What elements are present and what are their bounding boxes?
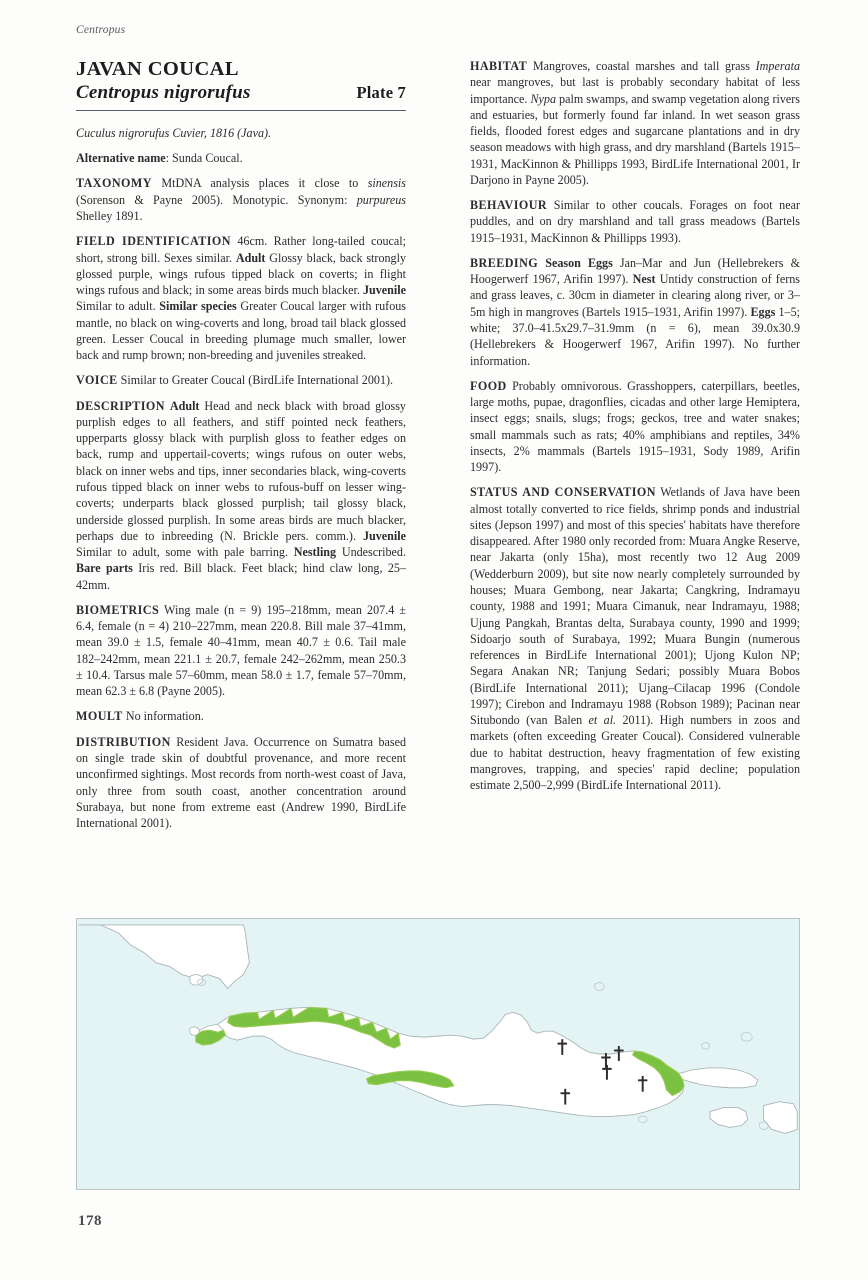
plate-reference: Plate 7 [356,82,406,102]
section-heading: BREEDING [470,255,539,270]
section-moult [76,708,406,724]
section-heading: DESCRIPTION [76,398,165,413]
distribution-map [76,918,800,1190]
scientific-name: Centropus nigrorufus [76,81,251,103]
section-body: No information. [122,709,204,724]
section-heading: TAXONOMY [76,176,152,191]
section-body: Adult Head and neck black with broad glossy purplish edges to all feathers, and stiff pointed neck feathers, upperparts glossy black with purplish gloss to feather edges on back, rump and uppertail-coverts; wings rufous on outer webs, black on inner webs and tips, inner secondaries black, wing-coverts rufous tipped black on inner webs to rufous-buff on lesser wing-coverts; underparts black glossed purplish; tail glossy black, underside glossed purplish. In some areas birds are much blacker, perhaps due to inbreeding (N. Brickle pers. comm.). Juvenile Similar to adult, some with pale barring. Nestling Undescribed. Bare parts Iris red. Bill black. Feet black; hind claw long, 25–42mm. [76,398,407,592]
section-body: : Sunda Coucal. [165,151,243,166]
section-body: Wing male (n = 9) 195–218mm, mean 207.4 ± 6.4, female (n = 4) 210–227mm, mean 220.8. Bill male 37–41mm, mean 39.0 ± 1.5, female 40–41mm, mean 40.7 ± 0.6. Tail male 182–242mm, mean 221.1 ± 20.7, female 242–262mm, mean 250.3 ± 10.4. Tarsus male 57–60mm, mean 58.0 ± 1.7, female 57–70mm, mean 62.3 ± 6.8 (Payne 2005). [76,602,406,699]
section-taxonomy [76,175,406,224]
section-heading: MOULT [76,709,123,724]
running-head: Centropus [76,24,126,36]
section-body: Mangroves, coastal marshes and tall grass Imperata near mangroves, but last is probably secondary habitat of less importance. Nypa palm swamps, and swamp vegetation along rivers and estuaries, but formerly found far inland. In wet season grass fields, flooded forest edges and sugarcane plantations and in dry season meadows with high grass, and dry marshland (Bartels 1915–1931, MacKinnon & Phillipps 1993, BirdLife International 2001, Ir Darjono in Payne 2005). [470,59,800,187]
scientific-name-row [76,82,406,104]
section-heading: VOICE [76,373,118,388]
section-biometrics [76,602,406,700]
section-heading: Alternative name [76,151,166,166]
section-description [76,398,406,593]
section-heading: STATUS AND CONSERVATION [470,485,656,500]
section-body: MtDNA analysis places it close to sinensis (Sorenson & Payne 2005). Monotypic. Synonym: purpureus Shelley 1891. [76,176,406,224]
section-alternative-name [76,150,406,166]
section-heading: FOOD [470,378,507,393]
title-divider [76,110,406,111]
section-heading: DISTRIBUTION [76,734,171,749]
section-voice [76,372,406,388]
section-body: Similar to other coucals. Forages on foot near puddles, and on dry marshland and tall grass meadows (Bartels 1915–1931, MacKinnon & Phillipps 1993). [470,198,800,245]
section-distribution [76,734,406,832]
page-title: JAVAN COUCAL [76,58,239,80]
two-column-body [76,58,800,908]
distribution-map-graphic [77,919,799,1189]
section-body: Wetlands of Java have been almost totally converted to rice fields, shrimp ponds and industrial sites (Jepson 1997) and most of this species' habitats have therefore disappeared. After 1980 only recorded from: Muara Angke Reserve, near Jakarta (only 15ha), most recently two 12 Aug 2009 (Wedderburn 2009), but site now nearly completely surrounded by houses; Muara Gembong, near Jakarta; Cangkring, Indramayu county, 1988 and 1991; Muara Cimanuk, near Indramayu, 1988; Ujung Pangkah, Brantas delta, Surabaya county, 1990 and 1999; Sidoarjo south of Surabaya, 1992; Muara Bungin (numerous references in BirdLife International 2001); Ujong Kulon NP; Segara Anakan NR; Tanjung Sedari; possibly Muara Bobos (BirdLife International 2011); Ujang–Cilacap 1996 (Condole 1997); Cirebon and Indramayu 1988 (Robson 1989); Pacinan near Situbondo (van Balen et al. 2011). High numbers in zoos and markets (often exceeding Greater Coucal). Considered vulnerable due to habitat destruction, heavy fragmentation of few existing mangroves, trapping, and species' rapid decline; population estimate 2,500–2,999 (BirdLife International 2011). [470,485,800,793]
section-heading: FIELD IDENTIFICATION [76,234,231,249]
section-heading: BEHAVIOUR [470,198,548,213]
section-body: Probably omnivorous. Grasshoppers, caterpillars, beetles, large moths, pupae, dragonflies, cicadas and other large Hemiptera, insect eggs; snails, slugs; frogs; geckos, tree and water snakes; small mammals such as rats; 40% amphibians and reptiles, 34% insects, 2% mammals (Bartels 1915–1931, Sody 1989, Arifin 1997). [470,378,800,475]
original-citation: Cuculus nigrorufus Cuvier, 1816 (Java). [76,125,272,140]
species-title-block [76,58,406,111]
section-body: Season Eggs Jan–Mar and Jun (Hellebrekers & Hoogerwerf 1967, Arifin 1997). Nest Untidy construction of ferns and grass leaves, c. 30cm in diameter in clearing along river, or 3–5m high in mangroves (Bartels 1915–1931, Arifin 1997). Eggs 1–5; white; 37.0–41.5x29.7–31.9mm (n = 6), mean 39.0x30.9 (Hellebrekers & Hoogerwerf 1967, Arifin 1997). No further information. [470,255,801,368]
section-field-identification [76,233,406,363]
section-body: Similar to Greater Coucal (BirdLife International 2001). [117,373,394,388]
section-body: Resident Java. Occurrence on Sumatra based on single trade skin of doubtful provenance, and more recent unconfirmed sightings. Most records from north-west coast of Java, only three from south coast, another concentration around Surabaya, but none from extreme east (Andrew 1990, BirdLife International 2001). [76,734,406,831]
left-column [76,58,406,831]
section-body: 46cm. Rather long-tailed coucal; short, strong bill. Sexes similar. Adult Glossy black, back strongly glossed purple, wings rufous tipped black on coverts; in flight wings rufous and black; in some areas birds much blacker. Juvenile Similar to adult. Similar species Greater Coucal larger with rufous mantle, no black on wing-coverts and long, broad tail black glossed green. Lesser Coucal in breeding plumage much smaller, lower back and rump brown; non-breeding and juveniles streaked. [76,234,407,363]
islet-sumatra-offshore [190,975,203,985]
section-habitat [470,58,800,188]
section-heading: BIOMETRICS [76,602,160,617]
right-column [470,58,800,793]
page-number: 178 [78,1213,102,1229]
section-behaviour [470,197,800,246]
section-food [470,378,800,476]
section-heading: HABITAT [470,59,528,73]
section-status-and-conservation [470,484,800,793]
section-breeding [470,255,800,369]
